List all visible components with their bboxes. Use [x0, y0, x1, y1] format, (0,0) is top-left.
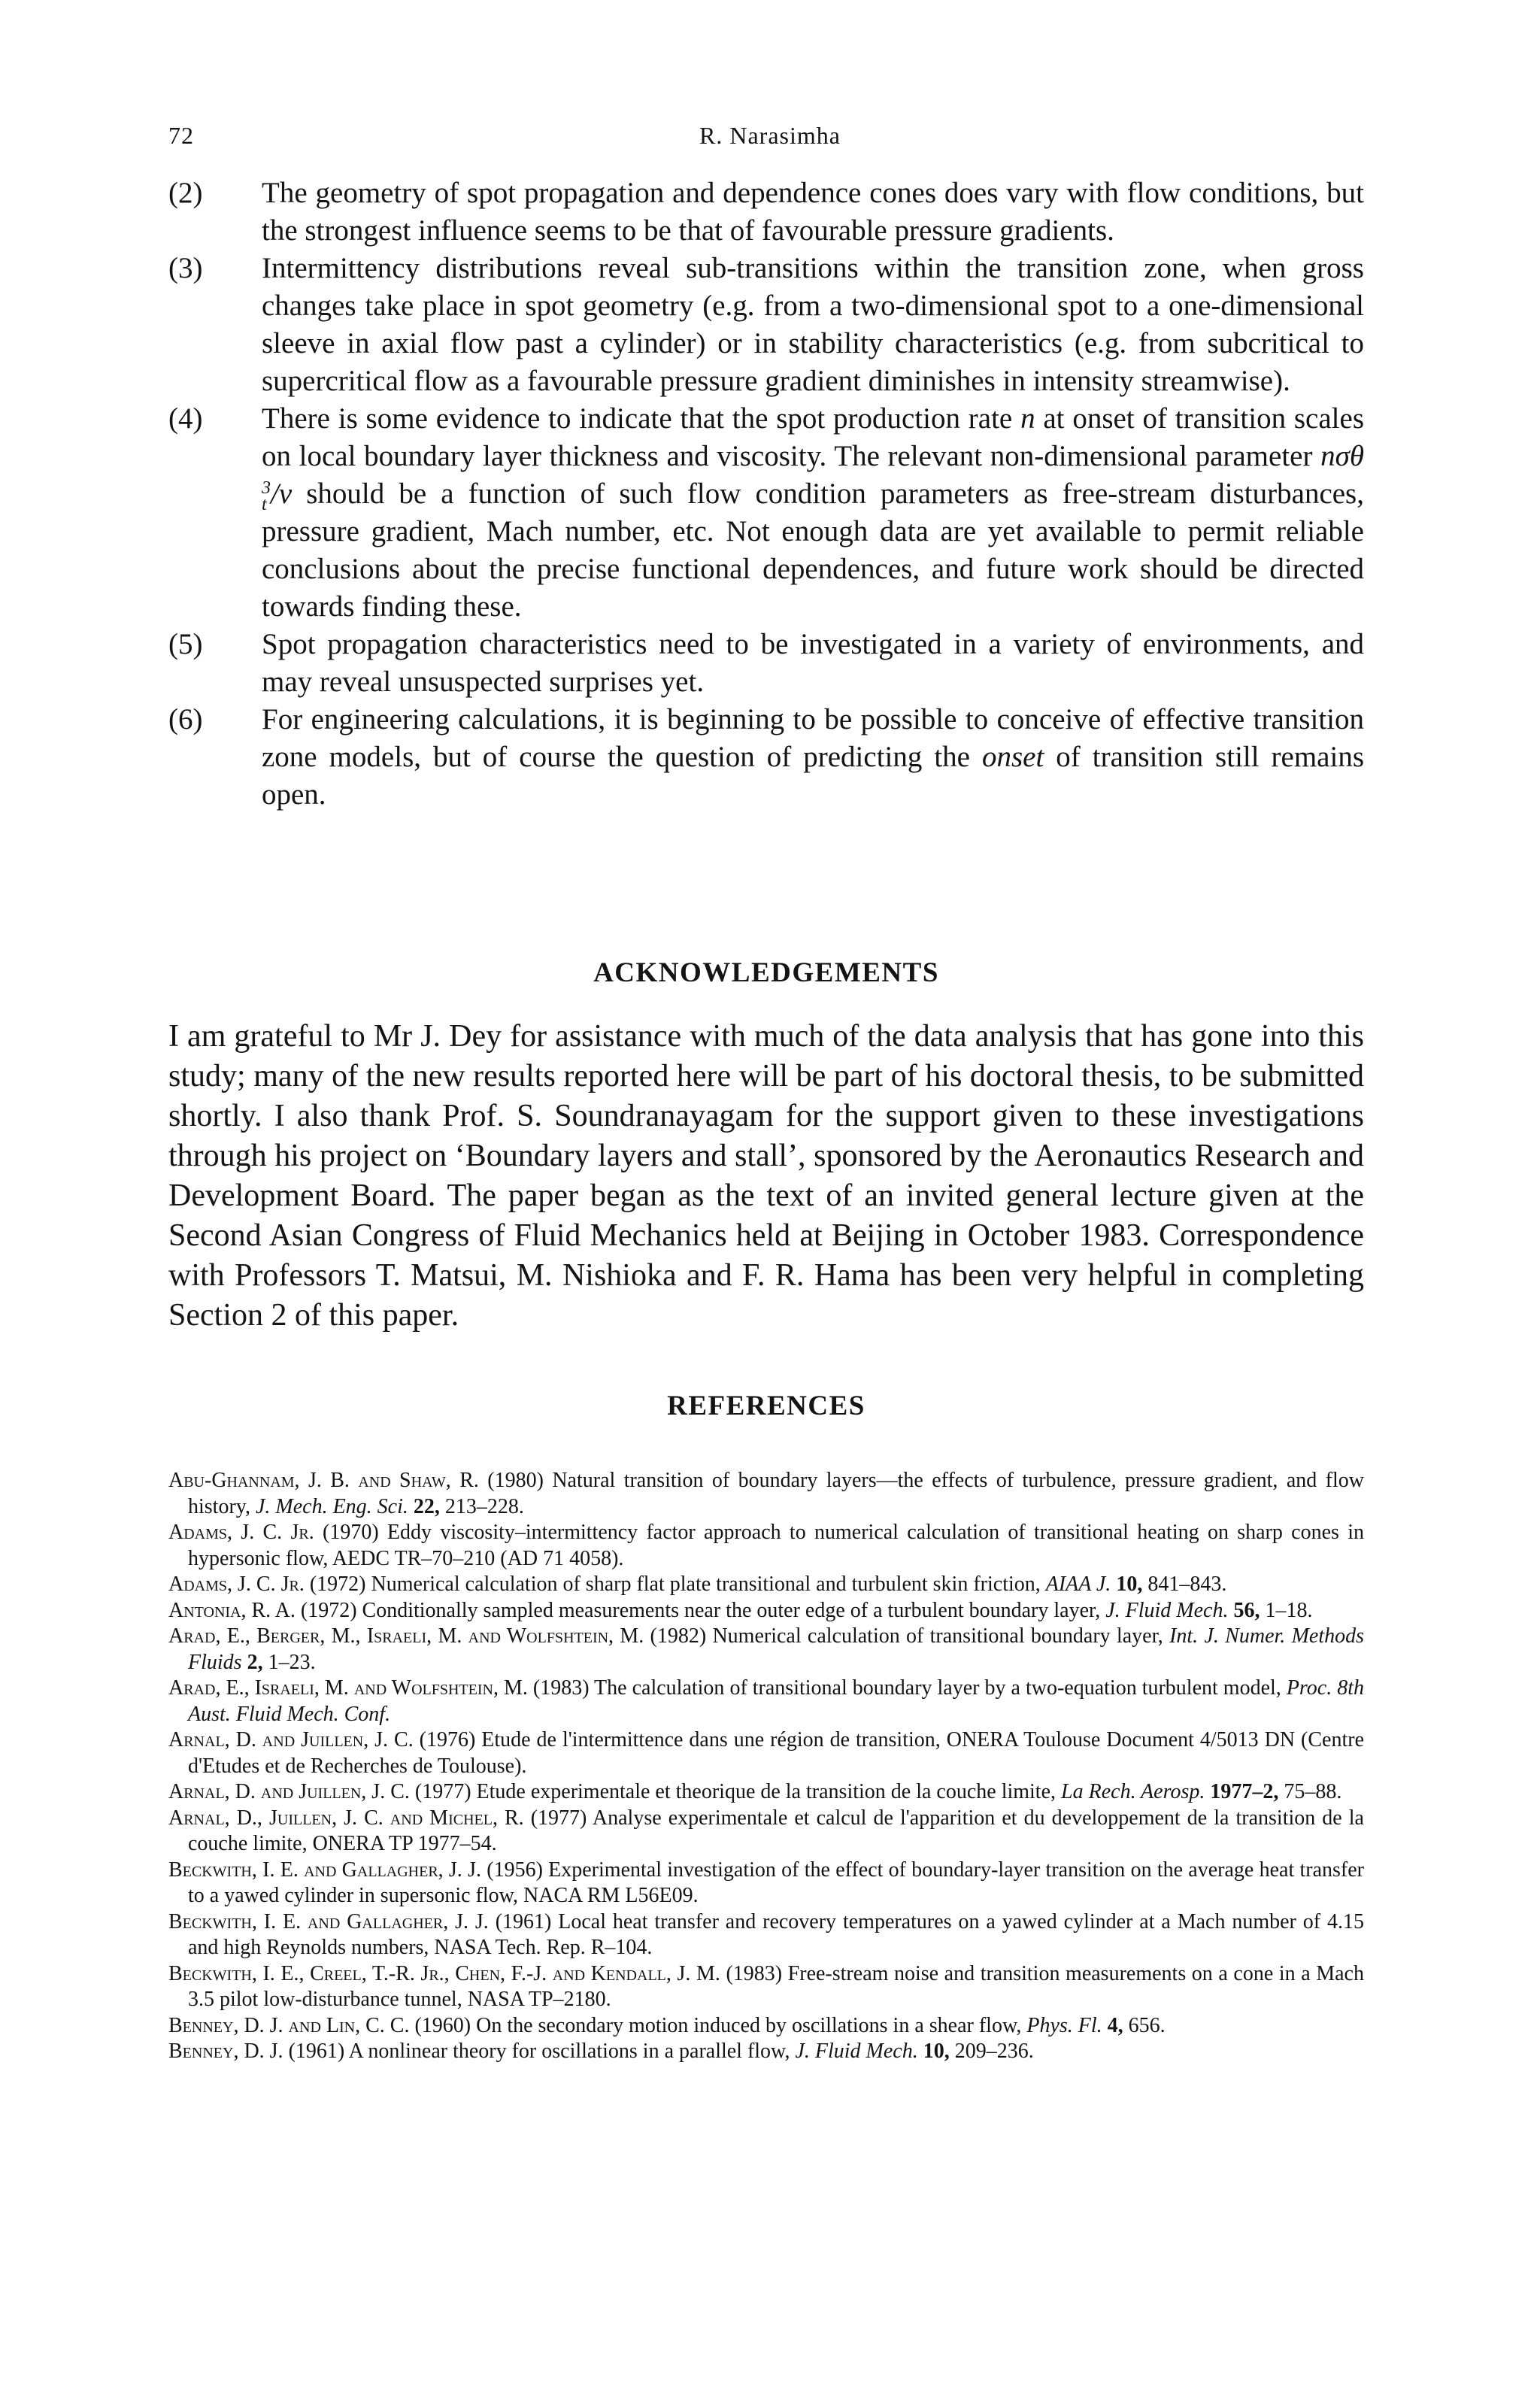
reference-text: (1977) Analyse experimentale et calcul de l'apparition et du developpement de la transition de la couche limite, ONERA TP 1977–54. [188, 1806, 1364, 1855]
reference-entry [168, 1806, 1364, 1858]
reference-text: (1972) Conditionally sampled measurements near the outer edge of a turbulent boundary layer, [295, 1598, 1106, 1622]
reference-text: (1983) The calculation of transitional boundary layer by a two-equation turbulent model, [527, 1676, 1287, 1700]
reference-volume: 22, [413, 1494, 440, 1518]
reference-journal: Phys. Fl. [1026, 2013, 1102, 2037]
reference-authors: Adams, J. C. Jr. [168, 1521, 314, 1544]
reference-entry [168, 1779, 1364, 1806]
item-text: Spot propagation characteristics need to be investigated in a variety of environments, and may reveal unsuspected surprises yet. [262, 628, 1364, 699]
reference-entry [168, 1468, 1364, 1520]
reference-authors: Antonia, R. A. [168, 1598, 296, 1622]
reference-entry [168, 2039, 1364, 2065]
reference-volume: 2, [247, 1650, 263, 1674]
reference-volume: 56, [1233, 1598, 1260, 1622]
item-text: There is some evidence to indicate that the spot production rate [262, 402, 1021, 435]
emphasis: onset [981, 741, 1044, 774]
reference-authors: Arad, E., Berger, M., Israeli, M. and Wolfshtein, M. [168, 1624, 644, 1648]
reference-journal: J. Fluid Mech. [795, 2040, 918, 2063]
item-number: (3) [168, 252, 203, 284]
param-superscript: 3 [262, 478, 271, 499]
reference-journal: Int. J. Numer. Methods Fluids [188, 1624, 1364, 1674]
reference-text: (1960) On the secondary motion induced by oscillations in a shear flow, [409, 2013, 1027, 2037]
reference-volume: 10, [1116, 1573, 1143, 1596]
reference-authors: Arnal, D. and Juillen, J. C. [168, 1728, 414, 1751]
references-heading: REFERENCES [667, 1391, 865, 1421]
reference-authors: Adams, J. C. Jr. [168, 1573, 305, 1596]
reference-pages: 213–228. [439, 1494, 524, 1518]
reference-journal: Proc. 8th Aust. Fluid Mech. Conf. [188, 1676, 1364, 1726]
reference-authors: Benney, D. J. and Lin, C. C. [168, 2013, 410, 2037]
reference-authors: Abu-Ghannam, J. B. and Shaw, R. [168, 1469, 479, 1492]
reference-journal: AIAA J. [1045, 1573, 1111, 1596]
reference-entry [168, 1909, 1364, 1961]
reference-pages: 1–18. [1260, 1598, 1313, 1622]
param-symbol: nσθ [1320, 440, 1364, 472]
reference-text: (1956) Experimental investigation of the effect of boundary-layer transition on the average heat transfer to a yawed cylinder in supersonic flow, NACA RM L56E09. [188, 1858, 1364, 1907]
item-text: of transition still remains open. [262, 741, 1365, 811]
references-list [168, 1468, 1364, 2065]
list-item [168, 250, 1364, 400]
reference-text: (1983) Free-stream noise and transition measurements on a cone in a Mach 3.5 pilot low-disturbance tunnel, NASA TP–2180. [188, 1961, 1364, 2011]
list-item [168, 701, 1364, 814]
reference-text: (1961) A nonlinear theory for oscillations in a parallel flow, [283, 2040, 796, 2063]
item-text: The geometry of spot propagation and dependence cones does vary with flow conditions, but the strongest influence seems to be that of favourable pressure gradients. [262, 177, 1364, 247]
reference-authors: Arnal, D. and Juillen, J. C. [168, 1780, 410, 1803]
page-header [168, 122, 1372, 159]
reference-text: (1976) Etude de l'intermittence dans une région de transition, ONERA Toulouse Document 4/5013 DN (Centre d'Etudes et de Recherches de Toulouse). [188, 1728, 1364, 1778]
reference-authors: Benney, D. J. [168, 2040, 283, 2063]
math-symbol-n: n [1020, 402, 1035, 435]
reference-entry [168, 1676, 1364, 1727]
reference-pages: 656. [1123, 2013, 1166, 2037]
reference-pages: 841–843. [1142, 1573, 1227, 1596]
reference-entry [168, 2013, 1364, 2040]
reference-entry [168, 1858, 1364, 1909]
reference-authors: Arnal, D., Juillen, J. C. and Michel, R. [168, 1806, 524, 1830]
reference-entry [168, 1961, 1364, 2013]
reference-text: (1970) Eddy viscosity–intermittency factor approach to numerical calculation of transitional heating on sharp cones in hypersonic flow, AEDC TR–70–210 (AD 71 4058). [188, 1521, 1364, 1570]
item-number: (4) [168, 402, 203, 435]
reference-pages: 1–23. [262, 1650, 316, 1674]
running-title: R. Narasimha [699, 122, 841, 149]
reference-entry [168, 1727, 1364, 1779]
conclusions-list [168, 174, 1364, 814]
param-symbol: /ν [271, 478, 293, 510]
item-text: should be a function of such flow condition parameters as free-stream disturbances, pressure gradient, Mach number, etc. Not enough data are yet available to permit reliable conclusions about the precise functional dependences, and future work should be directed towards finding these. [262, 478, 1364, 623]
item-text: Intermittency distributions reveal sub-transitions within the transition zone, when gross changes take place in spot geometry (e.g. from a two-dimensional spot to a one-dimensional sleeve in axial flow past a cylinder) or in stability characteristics (e.g. from subcritical to supercritical flow as a favourable pressure gradient diminishes in intensity streamwise). [262, 252, 1364, 397]
item-text: at onset of transition scales on local boundary layer thickness and viscosity. The relevant non-dimensional parameter [262, 402, 1364, 472]
reference-text: (1982) Numerical calculation of transitional boundary layer, [644, 1624, 1170, 1648]
reference-volume: 1977–2, [1210, 1780, 1279, 1803]
item-number: (6) [168, 703, 203, 736]
reference-journal: J. Fluid Mech. [1105, 1598, 1229, 1622]
reference-entry [168, 1572, 1364, 1598]
list-item [168, 626, 1364, 701]
reference-text: (1980) Natural transition of boundary layers—the effects of turbulence, pressure gradient, and flow history, [188, 1469, 1364, 1518]
list-item [168, 400, 1364, 626]
reference-text: (1977) Etude experimentale et theorique de la transition de la couche limite, [409, 1780, 1062, 1803]
reference-pages: 75–88. [1278, 1780, 1342, 1803]
reference-authors: Beckwith, I. E. and Gallagher, J. J. [168, 1858, 481, 1882]
reference-authors: Beckwith, I. E., Creel, T.-R. Jr., Chen, F.-J. and Kendall, J. M. [168, 1961, 720, 1985]
reference-entry [168, 1520, 1364, 1572]
reference-text: (1961) Local heat transfer and recovery temperatures on a yawed cylinder at a Mach number of 4.15 and high Reynolds numbers, NASA Tech. Rep. R–104. [188, 1909, 1364, 1959]
acknowledgements-heading: ACKNOWLEDGEMENTS [593, 957, 939, 988]
reference-volume: 4, [1107, 2013, 1123, 2037]
acknowledgements-body: I am grateful to Mr J. Dey for assistance with much of the data analysis that has gone into this study; many of the new results reported here will be part of his doctoral thesis, to be submitted shortly. I also thank Prof. S. Soundranayagam for the support given to these investigations through his project on ‘Boundary layers and stall’, sponsored by the Aeronautics Research and Development Board. The paper began as the text of an invited general lecture given at the Second Asian Congress of Fluid Mechanics held at Beijing in October 1983. Correspondence with Professors T. Matsui, M. Nishioka and F. R. Hama has been very helpful in completing Section 2 of this paper. [168, 1019, 1364, 1333]
list-item [168, 174, 1364, 250]
reference-journal: La Rech. Aerosp. [1061, 1780, 1205, 1803]
item-number: (2) [168, 177, 203, 209]
item-text: For engineering calculations, it is beginning to be possible to conceive of effective transition zone models, but of course the question of predicting the [262, 703, 1364, 774]
reference-journal: J. Mech. Eng. Sci. [255, 1494, 408, 1518]
reference-volume: 10, [923, 2040, 950, 2063]
reference-pages: 209–236. [949, 2040, 1034, 2063]
item-number: (5) [168, 628, 203, 661]
reference-entry [168, 1598, 1364, 1624]
param-subscript: t [262, 495, 267, 515]
reference-text: (1972) Numerical calculation of sharp flat plate transitional and turbulent skin friction, [304, 1573, 1046, 1596]
page-number: 72 [168, 122, 194, 149]
reference-authors: Beckwith, I. E. and Gallagher, J. J. [168, 1909, 489, 1933]
reference-entry [168, 1624, 1364, 1676]
reference-authors: Arad, E., Israeli, M. and Wolfshtein, M. [168, 1676, 528, 1700]
